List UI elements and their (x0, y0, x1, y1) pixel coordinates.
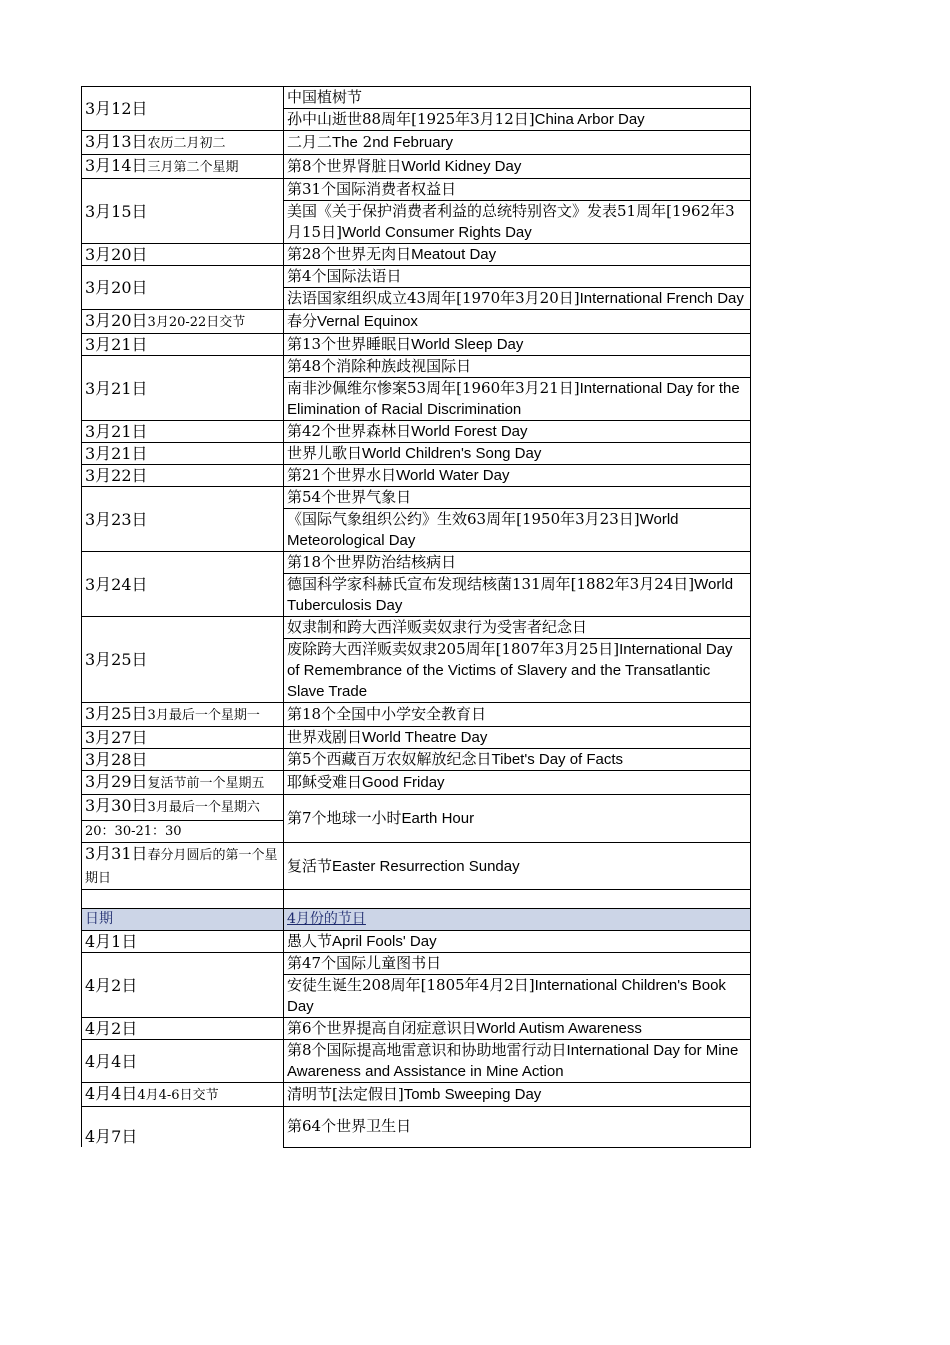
date-cell (82, 334, 284, 356)
date-cell (82, 155, 284, 179)
event-cell (284, 266, 751, 310)
event-text: 第42个世界森林日World Forest Day (287, 422, 528, 440)
event-cell (284, 487, 751, 552)
date-note: 3月最后一个星期六 (147, 800, 260, 815)
date-cell (82, 749, 284, 771)
table-row (82, 266, 751, 310)
event-text: 第7个地球一小时Earth Hour (287, 809, 475, 827)
table-row (82, 334, 751, 356)
event-text: 第18个世界防治结核病日 (284, 552, 750, 574)
event-text: 废除跨大西洋贩卖奴隶205周年[1807年3月25日]International Day of Remembrance of the Victims of Slavery and the Transatlantic Slave Trade (287, 640, 733, 700)
date-text: 3月20日 (85, 311, 148, 330)
date-text: 4月4日 (85, 1051, 138, 1071)
april-title: 4月份的节日 (284, 909, 751, 931)
event-cell (284, 155, 751, 179)
event-text: 第4个国际法语日 (284, 266, 750, 288)
date-cell (82, 356, 284, 421)
event-cell (284, 465, 751, 487)
table-row (82, 749, 751, 771)
event-text: 南非沙佩维尔惨案53周年[1960年3月21日]International Day for the Elimination of Racial Discrimination (287, 379, 740, 418)
event-text: 第18个全国中小学安全教育日 (287, 705, 487, 723)
event-cell (284, 1018, 751, 1040)
event-text: 清明节[法定假日]Tomb Sweeping Day (287, 1085, 542, 1103)
event-text: 第5个西藏百万农奴解放纪念日Tibet's Day of Facts (287, 750, 624, 768)
march-section (82, 87, 751, 890)
table-row (82, 1107, 751, 1148)
date-cell (82, 1040, 284, 1083)
date-text: 3月31日 (85, 844, 148, 863)
date-text: 3月25日 (85, 704, 148, 723)
date-cell (82, 266, 284, 310)
date-note: 春分月圆后的第一个星期日 (85, 848, 278, 886)
event-cell (284, 617, 751, 703)
april-section (82, 931, 751, 1148)
date-text: 3月15日 (85, 201, 148, 221)
date-text: 4月7日 (85, 1127, 138, 1146)
table-row (82, 1040, 751, 1083)
date-note: 3月20-22日交节 (147, 315, 246, 330)
date-cell (82, 953, 284, 1018)
date-cell (82, 131, 284, 155)
event-text: 复活节Easter Resurrection Sunday (287, 856, 520, 875)
date-text: 3月12日 (85, 99, 148, 118)
table-row (82, 617, 751, 703)
table-row (82, 155, 751, 179)
event-cell (284, 727, 751, 749)
table-row (82, 795, 751, 843)
event-cell (284, 131, 751, 155)
date-text: 3月21日 (85, 378, 148, 398)
date-text: 3月21日 (85, 335, 148, 354)
date-note: 3月最后一个星期一 (147, 708, 260, 723)
event-text: 二月二The 2nd February (287, 133, 454, 151)
date-text: 3月13日 (85, 132, 148, 151)
event-text: 春分Vernal Equinox (287, 312, 418, 330)
event-text: 愚人节April Fools' Day (287, 932, 437, 950)
table-row (82, 1083, 751, 1107)
holiday-table (81, 86, 751, 1148)
event-cell (284, 771, 751, 795)
date-cell (82, 244, 284, 266)
event-cell (284, 795, 751, 843)
event-text: 耶稣受难日Good Friday (287, 773, 445, 791)
april-header (82, 909, 751, 931)
date-note: 三月第二个星期 (147, 160, 239, 175)
table-row (82, 244, 751, 266)
table-row (82, 465, 751, 487)
date-text: 4月1日 (85, 932, 138, 951)
date-note: 复活节前一个星期五 (147, 776, 265, 791)
event-text: 安徒生诞生208周年[1805年4月2日]International Children's Book Day (287, 976, 726, 1015)
event-text: 法语国家组织成立43周年[1970年3月20日]International French Day (287, 289, 744, 307)
table-row (82, 179, 751, 244)
table-row (82, 1018, 751, 1040)
event-cell (284, 953, 751, 1018)
date-column-header: 日期 (82, 909, 284, 931)
date-cell (82, 87, 284, 131)
date-text: 3月14日 (85, 156, 148, 175)
table-row (82, 310, 751, 334)
event-text: 世界戏剧日World Theatre Day (287, 728, 488, 746)
date-text: 3月29日 (85, 772, 148, 791)
date-text: 3月28日 (85, 750, 148, 769)
date-note: 4月4-6日交节 (137, 1088, 219, 1103)
event-cell (284, 334, 751, 356)
date-text: 3月21日 (85, 444, 148, 463)
event-cell (284, 87, 751, 131)
event-text: 中国植树节 (284, 87, 750, 109)
date-cell (82, 771, 284, 795)
date-text: 3月24日 (85, 574, 148, 594)
date-text: 3月20日 (85, 278, 148, 297)
event-cell (284, 931, 751, 953)
table-row (82, 727, 751, 749)
date-cell (82, 703, 284, 727)
event-cell (284, 310, 751, 334)
event-cell (284, 244, 751, 266)
date-cell (82, 310, 284, 334)
event-text: 第28个世界无肉日Meatout Day (287, 245, 497, 263)
table-row (82, 703, 751, 727)
table-row (82, 931, 751, 953)
date-cell (82, 795, 284, 843)
table-row (82, 953, 751, 1018)
date-text: 3月22日 (85, 466, 148, 485)
event-text: 第54个世界气象日 (284, 487, 750, 509)
event-text: 美国《关于保护消费者利益的总统特别咨文》发表51周年[1962年3月15日]World Consumer Rights Day (287, 202, 735, 241)
date-cell (82, 843, 284, 890)
date-text: 3月27日 (85, 728, 148, 747)
table-row (82, 87, 751, 131)
table-row (82, 771, 751, 795)
date-cell (82, 727, 284, 749)
event-cell (284, 421, 751, 443)
event-cell (284, 1107, 751, 1148)
date-text: 3月20日 (85, 245, 148, 264)
event-cell (284, 552, 751, 617)
date-cell (82, 931, 284, 953)
table-row (82, 131, 751, 155)
date-text: 3月23日 (85, 509, 148, 529)
event-text: 世界儿歌日World Children's Song Day (287, 444, 542, 462)
date-cell (82, 1107, 284, 1148)
event-cell (284, 1040, 751, 1083)
event-text: 第31个国际消费者权益日 (284, 179, 750, 201)
event-cell (284, 179, 751, 244)
date-text: 4月4日 (85, 1084, 138, 1103)
event-cell (284, 703, 751, 727)
event-text: 奴隶制和跨大西洋贩卖奴隶行为受害者纪念日 (284, 617, 750, 639)
date-cell (82, 465, 284, 487)
table-row (82, 552, 751, 617)
table-row (82, 356, 751, 421)
event-text: 第64个世界卫生日 (287, 1117, 412, 1136)
event-text: 《国际气象组织公约》生效63周年[1950年3月23日]World Meteorological Day (287, 510, 679, 549)
date-cell (82, 1083, 284, 1107)
table-row (82, 487, 751, 552)
event-cell (284, 443, 751, 465)
date-cell (82, 179, 284, 244)
date-cell (82, 421, 284, 443)
event-text: 第48个消除种族歧视国际日 (284, 356, 750, 378)
blank-separator (82, 890, 751, 909)
date-note: 农历二月初二 (147, 136, 226, 151)
date-cell (82, 552, 284, 617)
event-cell (284, 749, 751, 771)
event-text: 第8个世界肾脏日World Kidney Day (287, 157, 522, 175)
date-cell (82, 617, 284, 703)
date-text: 4月2日 (85, 1019, 138, 1038)
event-text: 德国科学家科赫氏宣布发现结核菌131周年[1882年3月24日]World Tuberculosis Day (287, 575, 734, 614)
event-text: 第6个世界提高自闭症意识日World Autism Awareness (287, 1019, 642, 1037)
event-cell (284, 356, 751, 421)
event-text: 孙中山逝世88周年[1925年3月12日]China Arbor Day (287, 110, 645, 128)
event-text: 第47个国际儿童图书日 (284, 953, 750, 975)
date-cell (82, 443, 284, 465)
date-text: 3月30日 (85, 796, 148, 815)
event-text: 第21个世界水日World Water Day (287, 466, 510, 484)
date-text: 3月25日 (85, 650, 148, 669)
table-row (82, 421, 751, 443)
event-text: 第13个世界睡眠日World Sleep Day (287, 335, 524, 353)
event-text: 第8个国际提高地雷意识和协助地雷行动日International Day for Mine Awareness and Assistance in Mine Action (287, 1041, 739, 1080)
event-cell (284, 1083, 751, 1107)
date-text: 3月21日 (85, 422, 148, 441)
date-cell (82, 1018, 284, 1040)
time-range: 20：30-21：30 (82, 820, 283, 842)
event-cell (284, 843, 751, 890)
table-row (82, 443, 751, 465)
date-text: 4月2日 (85, 975, 138, 995)
date-cell (82, 487, 284, 552)
table-row (82, 843, 751, 890)
